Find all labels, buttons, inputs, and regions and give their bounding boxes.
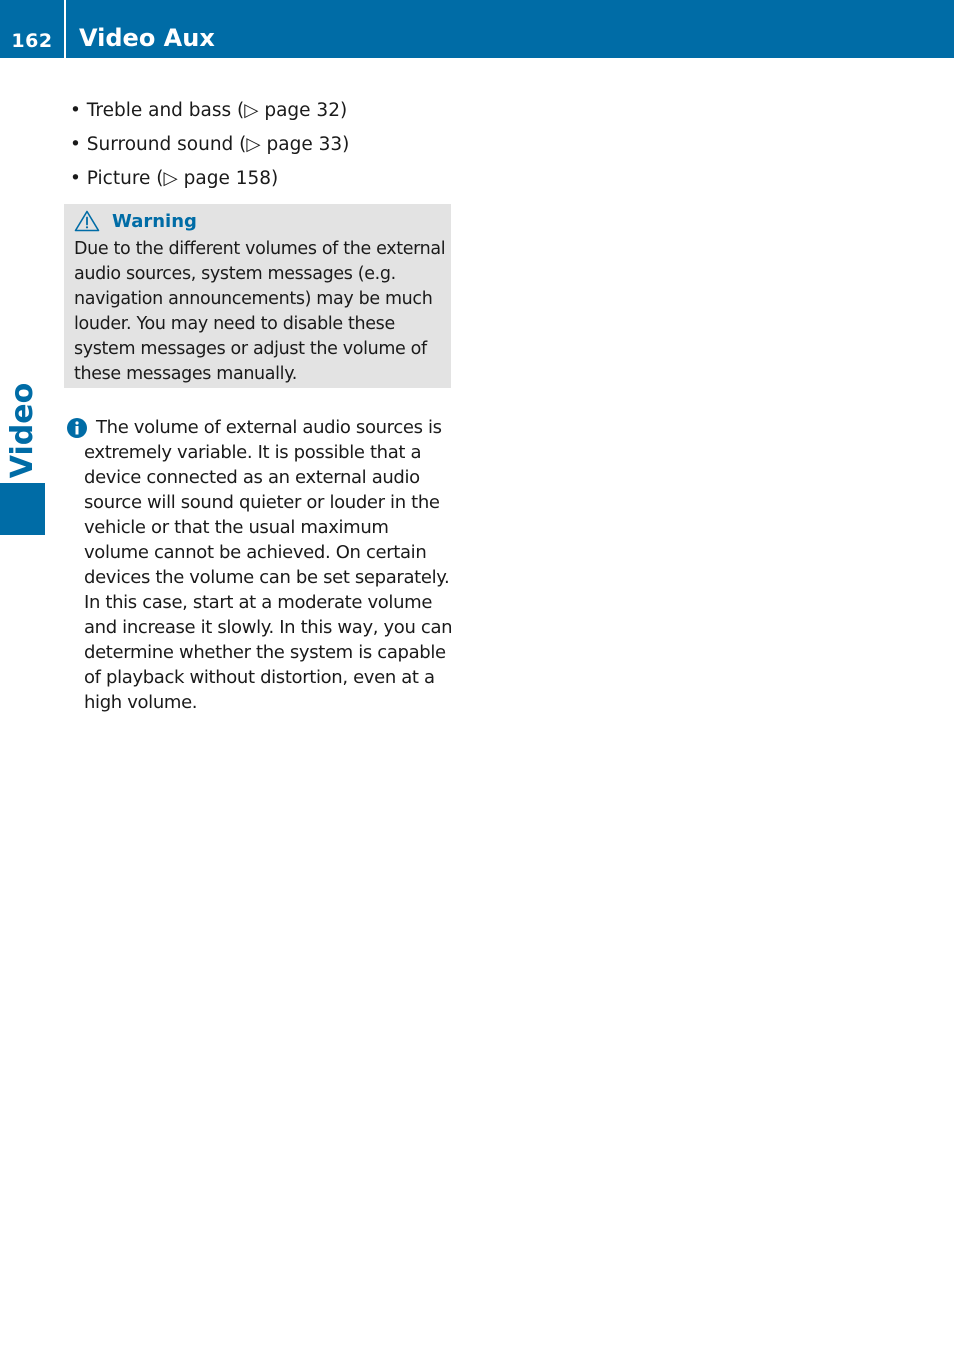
warning-box bbox=[64, 204, 451, 388]
side-tab-label: Video bbox=[5, 382, 41, 478]
header-divider bbox=[64, 0, 66, 58]
info-note: The volume of external audio sources is extremely variable. It is possible that a device connected as an external audio source will sound quieter or louder in the vehicle or that the usual maximum volume cannot be achieved. On certain devices the volume can be set separately. In this case, start at a moderate volume and increase it slowly. In this way, you can determine whether the system is capable of playback without distortion, even at a high volume. bbox=[84, 417, 453, 713]
list-item: • Picture (▷ page 158) bbox=[70, 168, 279, 189]
warning-triangle-icon bbox=[74, 210, 100, 232]
page-number: 162 bbox=[11, 30, 53, 52]
warning-text: Due to the different volumes of the external audio sources, system messages (e.g. navigation announcements) may be much louder. You may need to disable these system messages or adjust the volume of these messages manually. bbox=[74, 239, 446, 384]
list-item: • Treble and bass (▷ page 32) bbox=[70, 100, 348, 121]
list-item: • Surround sound (▷ page 33) bbox=[70, 134, 350, 155]
section-title: Video Aux bbox=[79, 24, 215, 52]
warning-header bbox=[74, 210, 197, 232]
reference-list bbox=[70, 94, 349, 196]
side-tab bbox=[0, 382, 46, 478]
side-tab-marker bbox=[0, 483, 45, 535]
warning-title: Warning bbox=[112, 210, 197, 232]
